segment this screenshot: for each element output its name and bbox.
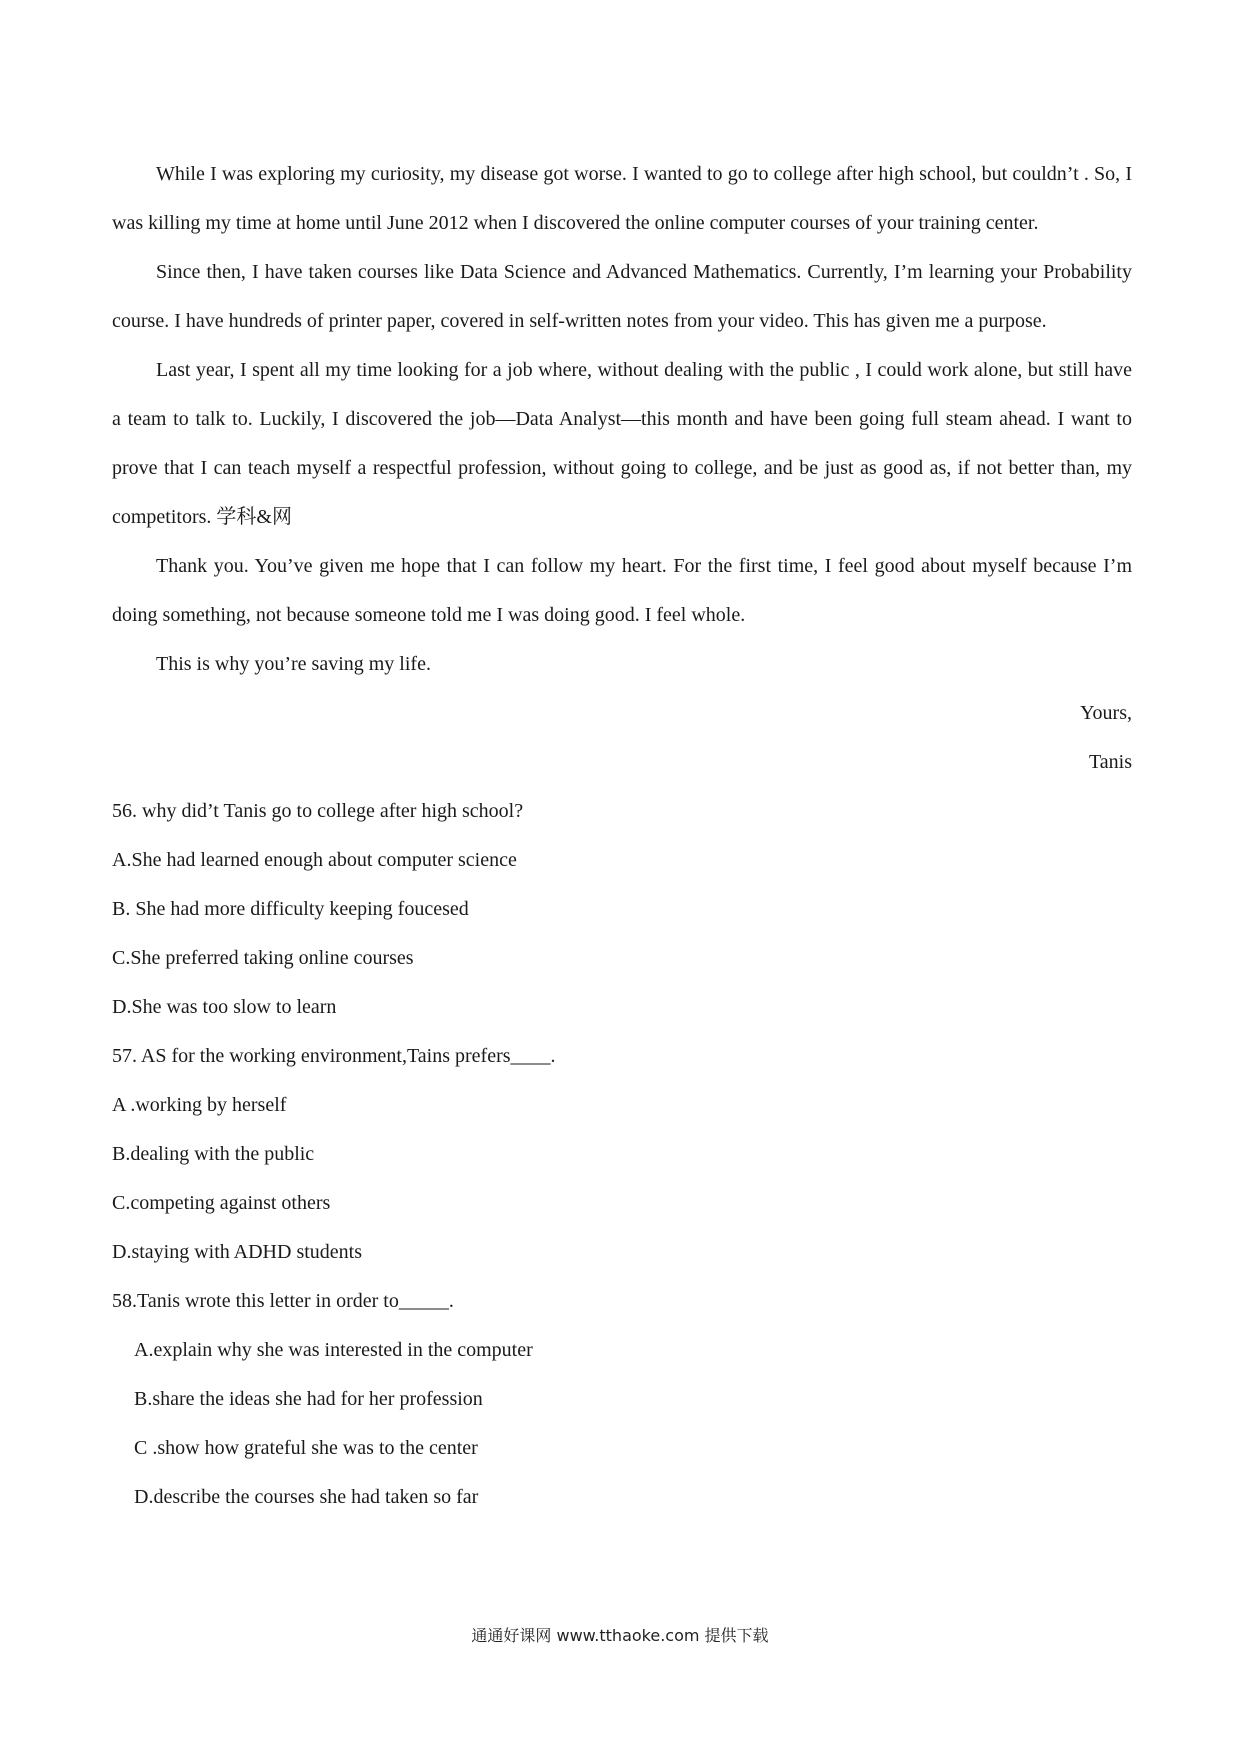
question-stem: 58.Tanis wrote this letter in order to_____. [112, 1290, 454, 1312]
question-stem: 56. why did’t Tanis go to college after high school? [112, 800, 524, 822]
letter-body [112, 150, 1132, 787]
question-stem: 57. AS for the working environment,Tains prefers____. [112, 1045, 556, 1067]
question-58 [112, 1277, 1132, 1522]
option-a: A.She had learned enough about computer science [112, 849, 517, 871]
option-b: B.share the ideas she had for her profession [134, 1388, 483, 1410]
option-d: D.She was too slow to learn [112, 996, 337, 1018]
option-c: C.She preferred taking online courses [112, 947, 414, 969]
letter-paragraph: Last year, I spent all my time looking for a job where, without dealing with the public , I could work alone, but still have a team to talk to. Luckily, I discovered the job—Data Analyst—this month and have been going full steam ahead. I want to prove that I can teach myself a respectful profession, without going to college, and be just as good as, if not better than, my competitors. 学科&网 [112, 359, 1132, 528]
document-page [112, 150, 1132, 1522]
option-c: C .show how grateful she was to the center [134, 1437, 478, 1459]
option-b: B.dealing with the public [112, 1143, 315, 1165]
question-56 [112, 787, 1132, 1032]
option-a: A .working by herself [112, 1094, 287, 1116]
letter-paragraph: This is why you’re saving my life. [156, 653, 431, 675]
letter-paragraph: While I was exploring my curiosity, my disease got worse. I wanted to go to college after high school, but couldn’t . So, I was killing my time at home until June 2012 when I discovered the online computer courses of your training center. [112, 163, 1132, 234]
page-footer: 通通好课网 www.tthaoke.com 提供下载 [471, 1626, 769, 1645]
option-d: D.staying with ADHD students [112, 1241, 362, 1263]
letter-closing: Yours, [1080, 702, 1132, 724]
letter-signature: Tanis [1088, 751, 1132, 773]
option-d: D.describe the courses she had taken so far [134, 1486, 479, 1508]
option-c: C.competing against others [112, 1192, 331, 1214]
question-57 [112, 1032, 1132, 1277]
letter-paragraph: Since then, I have taken courses like Data Science and Advanced Mathematics. Currently, I’m learning your Probability course. I have hundreds of printer paper, covered in self-written notes from your video. This has given me a purpose. [112, 261, 1132, 332]
option-a: A.explain why she was interested in the computer [134, 1339, 533, 1361]
option-b: B. She had more difficulty keeping foucesed [112, 898, 469, 920]
letter-paragraph: Thank you. You’ve given me hope that I can follow my heart. For the first time, I feel good about myself because I’m doing something, not because someone told me I was doing good. I feel whole. [112, 555, 1132, 626]
